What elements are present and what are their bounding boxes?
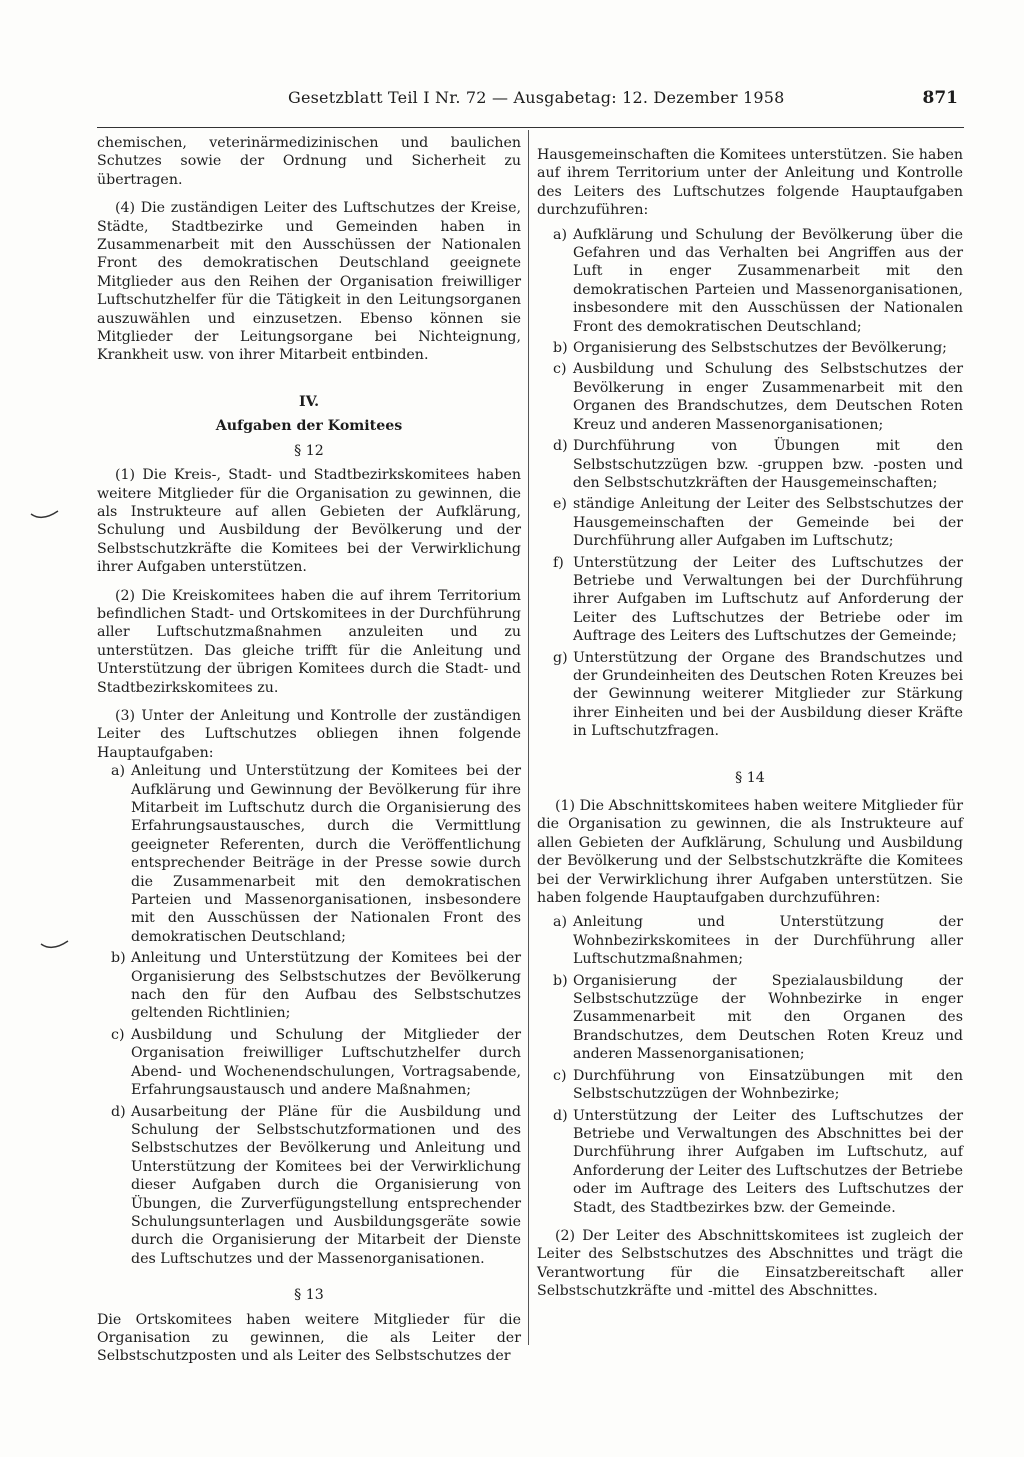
list-13 [553,226,963,741]
page-header [288,88,958,128]
list-label: b) [553,972,568,989]
list-text: Durchführung von Übungen mit den Selbstschutzzügen bzw. -gruppen bzw. -posten und den Selbstschutzkräften der Hausgemeinschaften; [573,438,963,491]
list-text: Anleitung und Unterstützung der Wohnbezirkskomitees in der Durchführung aller Luftschutzmaßnahmen; [573,914,963,968]
list-label: c) [553,1067,567,1084]
page-number: 871 [922,88,958,108]
paragraph: Hausgemeinschaften die Komitees unterstützen. Sie haben auf ihrem Territorium unter der Anleitung und Kontrolle des Leiters des Luftschutzes folgende Hauptaufgaben durchzuführen: [537,147,964,219]
list-item [553,339,963,357]
list-label: b) [111,950,126,967]
list-label: g) [553,649,568,666]
right-column [537,146,963,1301]
paragraph: (1) Die Kreis-, Stadt- und Stadtbezirkskomitees haben weitere Mitglieder für die Organisation zu gewinnen, die als Instrukteure auf allen Gebieten der Aufklärung, Schulung und Ausbildung der Bevölkerung und der Selbstschutzkräfte die Komitees bei der Verwirklichung ihrer Aufgaben unterstützen. [97,467,521,576]
list-label: f) [553,554,564,571]
list-label: e) [553,496,567,513]
column-divider [528,130,529,1345]
header-title: Gesetzblatt Teil I Nr. 72 — Ausgabetag: 12. Dezember 1958 [288,88,785,107]
list-item [553,554,963,646]
section-title: Aufgaben der Komitees [215,418,403,435]
list-text: Anleitung und Unterstützung der Komitees bei der Aufklärung und Gewinnung der Bevölkerung für ihre Mitarbeit im Luftschutz durch die Organisierung des Erfahrungsaustausches, durch die Vermittlung geeigneter Referenten, durch die Veröffentlichung entsprechender Beiträge in der Presse sowie durch die Zusammenarbeit mit den demokratischen Parteien und Massenorganisationen, insbesondere mit den Ausschüssen der Nationalen Front des demokratischen Deutschland; [131,763,521,945]
paragraph: (2) Der Leiter des Abschnittskomitees ist zugleich der Leiter des Selbstschutzes des Abschnittes und trägt die Verantwortung für die Einsatzbereitschaft aller Selbstschutzkräfte und -mittel des Abschnittes. [537,1227,963,1300]
list-label: d) [553,1107,568,1124]
section-number: IV. [298,393,320,410]
list-text: Aufklärung und Schulung der Bevölkerung über die Gefahren und das Verhalten bei Angriffen aus der Luft in enger Zusammenarbeit mit den demokratischen Parteien und Massenorganisationen, insbesondere mit den Ausschüssen der Nationalen Front des demokratischen Deutschland; [573,226,963,335]
list-label: a) [553,914,567,931]
list-label: a) [111,763,125,780]
list-label: a) [553,226,567,243]
list-text: Ausbildung und Schulung der Mitglieder der Organisation freiwilliger Luftschutzhelfer durch Abend- und Wochenendschulungen, Vortragsabende, Erfahrungsaustausch und andere Maßnahmen; [131,1026,521,1099]
list-item [553,437,963,492]
paragraph: chemischen, veterinärmedizinischen und baulichen Schutzes sowie der Ordnung und Sicherheit zu übertragen. [97,135,521,188]
list-text: Anleitung und Unterstützung der Komitees bei der Organisierung des Selbstschutzes der Bevölkerung nach den für den Aufbau des Selbstschutzes geltenden Richtlinien; [131,950,521,1022]
margin-mark-icon [30,510,62,522]
list-label: d) [553,438,568,455]
list-text: Ausbildung und Schulung des Selbstschutzes der Bevölkerung in enger Zusammenarbeit mit den Organen des Brandschutzes, dem Deutschen Roten Kreuz und anderen Massenorganisationen; [573,361,963,433]
paragraph: Die Ortskomitees haben weitere Mitglieder für die Organisation zu gewinnen, die als Leiter der Selbstschutzposten und als Leiter des Selbstschutzes der [97,1311,521,1365]
list-item [553,913,963,968]
list-text: Organisierung der Spezialausbildung der Selbstschutzzüge der Wohnbezirke in enger Zusammenarbeit mit den Organen des Brandschutzes, dem Deutschen Roten Kreuz und anderen Massenorganisationen; [573,972,963,1063]
list-item [111,1103,521,1269]
list-item [553,226,963,336]
list-item [553,649,963,741]
list-text: Ausarbeitung der Pläne für die Ausbildung und Schulung der Selbstschutzformationen und des Selbstschutzes der Bevölkerung und Anleitung und Unterstützung der Komitees bei der Verwirklichung dieser Aufgaben durch die Organisierung von Übungen, die Zurverfügungstellung entsprechender Schulungsunterlagen und Ausbildungsgeräte sowie durch die Organisierung der Mitarbeit der Dienste des Luftschutzes und der Massenorganisationen. [131,1103,521,1267]
paragraph: (2) Die Kreiskomitees haben die auf ihrem Territorium befindlichen Stadt- und Ortskomitees in der Durchführung aller Luftschutzmaßnahmen anzuleiten und zu unterstützen. Das gleiche trifft für die Anleitung und Unterstützung der übrigen Komitees durch die Stadt- und Stadtbezirkskomitees zu. [97,587,521,696]
list-label: c) [553,361,567,378]
paragraph-sign-14: § 14 [735,769,765,786]
list-text: Unterstützung der Leiter des Luftschutzes der Betriebe und Verwaltungen bei der Durchführung ihrer Aufgaben im Luftschutz auf Anforderung der Leiter des Luftschutzes der Betriebe oder im Auftrage des Leiters des Luftschutzes der Gemeinde; [573,554,963,645]
paragraph: (3) Unter der Anleitung und Kontrolle der zuständigen Leiter des Luftschutzes obliegen ihnen folgende Hauptaufgaben: [97,707,521,761]
list-12 [111,762,521,1268]
list-item [553,495,963,550]
list-14 [553,913,963,1217]
list-text: Unterstützung der Leiter des Luftschutzes der Betriebe und Verwaltungen des Abschnittes bei der Durchführung ihrer Aufgaben im Luftschutz, auf Anforderung der Leiter des Luftschutzes der Betriebe oder im Auftrage des Leiters des Luftschutzes der Stadt, des Stadtbezirkes bzw. der Gemeinde. [573,1107,963,1216]
list-item [553,360,963,434]
paragraph: (4) Die zuständigen Leiter des Luftschutzes der Kreise, Städte, Stadtbezirke und Gemeinden haben in Zusammenarbeit mit den Ausschüssen der Nationalen Front des demokratischen Deutschland geeignete Mitglieder aus den Reihen der Organisation freiwilliger Luftschutzhelfer für die Tätigkeit in den Leitungsorganen auszuwählen und einzusetzen. Ebenso können sie Mitglieder der Leitungsorgane bei Nichteignung, Krankheit usw. von ihrer Mitarbeit entbinden. [97,200,521,364]
list-text: Durchführung von Einsatzübungen mit den Selbstschutzzügen der Wohnbezirke; [573,1067,963,1103]
list-text: Unterstützung der Organe des Brandschutzes und der Grundeinheiten des Deutschen Roten Kreuzes bei der Gewinnung weiterer Mitglieder zur Stärkung ihrer Einheiten und bei der Ausbildung dieser Kräfte in Luftschutzfragen. [573,649,963,740]
paragraph: (1) Die Abschnittskomitees haben weitere Mitglieder für die Organisation zu gewinnen, die als Instrukteure auf allen Gebieten der Aufklärung, Schulung und Ausbildung der Bevölkerung und der Selbstschutzkräfte die Komitees bei der Verwirklichung ihrer Aufgaben unterstützen. Sie haben folgende Hauptaufgaben durchzuführen: [537,798,963,907]
list-item [111,762,521,946]
header-rule [97,127,964,128]
list-text: Organisierung des Selbstschutzes der Bevölkerung; [573,340,947,357]
list-label: b) [553,340,568,357]
list-item [553,1067,963,1104]
list-item [111,1026,521,1100]
list-text: ständige Anleitung der Leiter des Selbstschutzes der Hausgemeinschaften der Gemeinde bei der Durchführung aller Aufgaben im Luftschutz; [573,496,963,550]
margin-mark-icon [40,940,72,952]
list-item [111,949,521,1023]
paragraph-sign-12: § 12 [294,442,324,459]
list-item [553,1107,963,1217]
left-column [97,134,521,1366]
list-label: d) [111,1103,126,1120]
list-item [553,972,963,1064]
paragraph-sign-13: § 13 [294,1287,324,1304]
list-label: c) [111,1026,125,1043]
